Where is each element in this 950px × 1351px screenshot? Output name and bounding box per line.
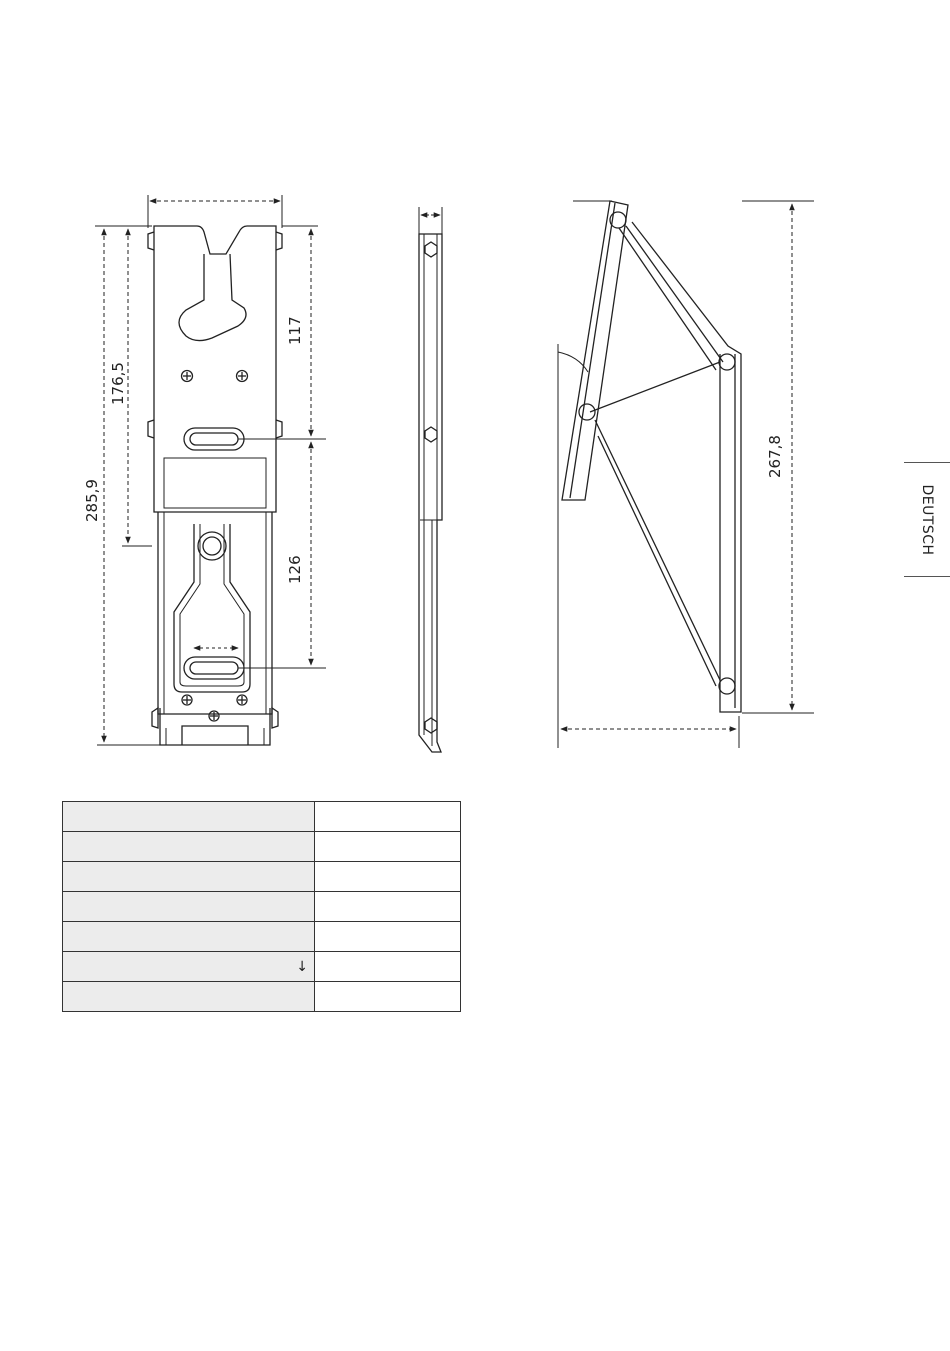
table-cell-value (315, 922, 461, 952)
table-cell-value (315, 802, 461, 832)
table-cell-value (315, 892, 461, 922)
dimension-overall-height: 285,9 (83, 479, 101, 522)
table-row (63, 952, 461, 982)
screw-icon (182, 371, 248, 382)
table-row (63, 922, 461, 952)
table-row (63, 802, 461, 832)
table-row (63, 832, 461, 862)
table-cell-label (63, 922, 315, 952)
table-cell-label (63, 802, 315, 832)
table-cell-label (63, 982, 315, 1012)
table-cell-value (315, 832, 461, 862)
table-row (63, 892, 461, 922)
table-cell-label (63, 892, 315, 922)
table-cell-value (315, 952, 461, 982)
table-row (63, 982, 461, 1012)
language-tab (904, 462, 950, 577)
dimension-slot-to-slot: 126 (286, 555, 304, 584)
table-cell-label (63, 862, 315, 892)
table-cell-label (63, 832, 315, 862)
side-view (419, 207, 442, 752)
table-cell-value (315, 982, 461, 1012)
spec-table (62, 801, 461, 1012)
front-view (95, 195, 326, 745)
dimension-top-to-slot: 117 (286, 316, 304, 345)
table-cell-label: ↓ (63, 952, 315, 982)
language-tab-label: DEUTSCH (919, 483, 935, 556)
dimension-side-height: 267,8 (766, 435, 784, 478)
table-row (63, 862, 461, 892)
table-cell-value (315, 862, 461, 892)
dimension-upper-height: 176,5 (109, 362, 127, 405)
